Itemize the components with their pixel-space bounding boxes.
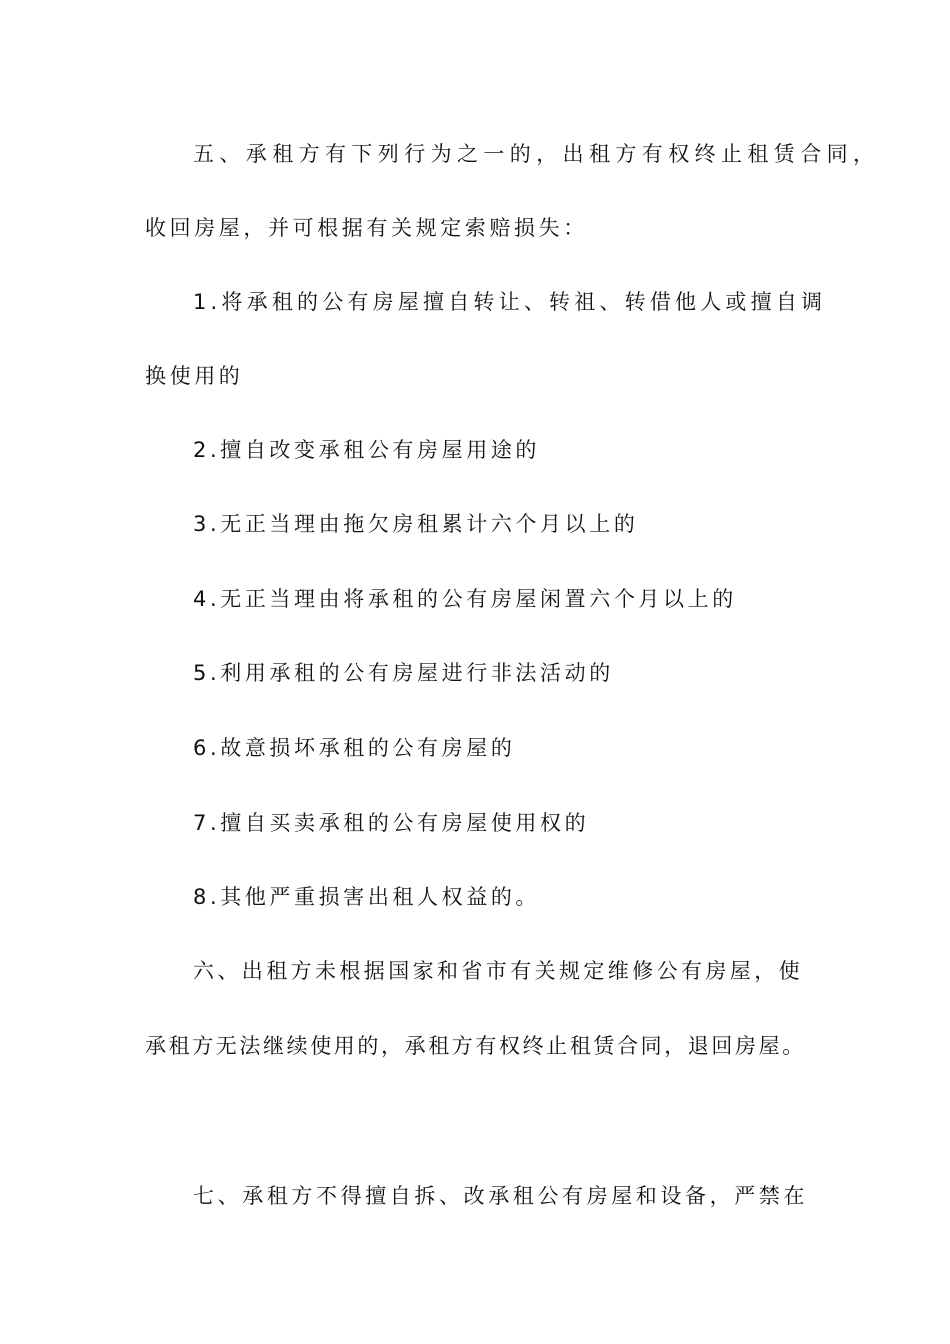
list-item-4: 4.无正当理由将承租的公有房屋闲置六个月以上的 (193, 587, 737, 611)
list-item-2: 2.擅自改变承租公有房屋用途的 (193, 438, 541, 462)
list-item-8: 8.其他严重损害出租人权益的。 (193, 885, 541, 909)
paragraph-6-line-1: 六、出租方未根据国家和省市有关规定维修公有房屋，使 (193, 959, 803, 983)
list-item-1-line-1: 1.将承租的公有房屋擅自转让、转祖、转借他人或擅自调 (193, 290, 827, 314)
list-item-7: 7.擅自买卖承租的公有房屋使用权的 (193, 811, 590, 835)
paragraph-6-line-2: 承租方无法继续使用的，承租方有权终止租赁合同，退回房屋。 (145, 1034, 806, 1058)
paragraph-7-line-1: 七、承租方不得擅自拆、改承租公有房屋和设备，严禁在 (193, 1184, 808, 1208)
list-item-6: 6.故意损坏承租的公有房屋的 (193, 736, 516, 760)
list-item-5: 5.利用承租的公有房屋进行非法活动的 (193, 661, 614, 685)
paragraph-5-line-2: 收回房屋，并可根据有关规定索赔损失： (145, 216, 588, 240)
list-item-1-line-2: 换使用的 (145, 364, 244, 388)
paragraph-5-line-1: 五、承租方有下列行为之一的，出租方有权终止租赁合同， (193, 142, 880, 166)
list-item-3: 3.无正当理由拖欠房租累计六个月以上的 (193, 512, 639, 536)
